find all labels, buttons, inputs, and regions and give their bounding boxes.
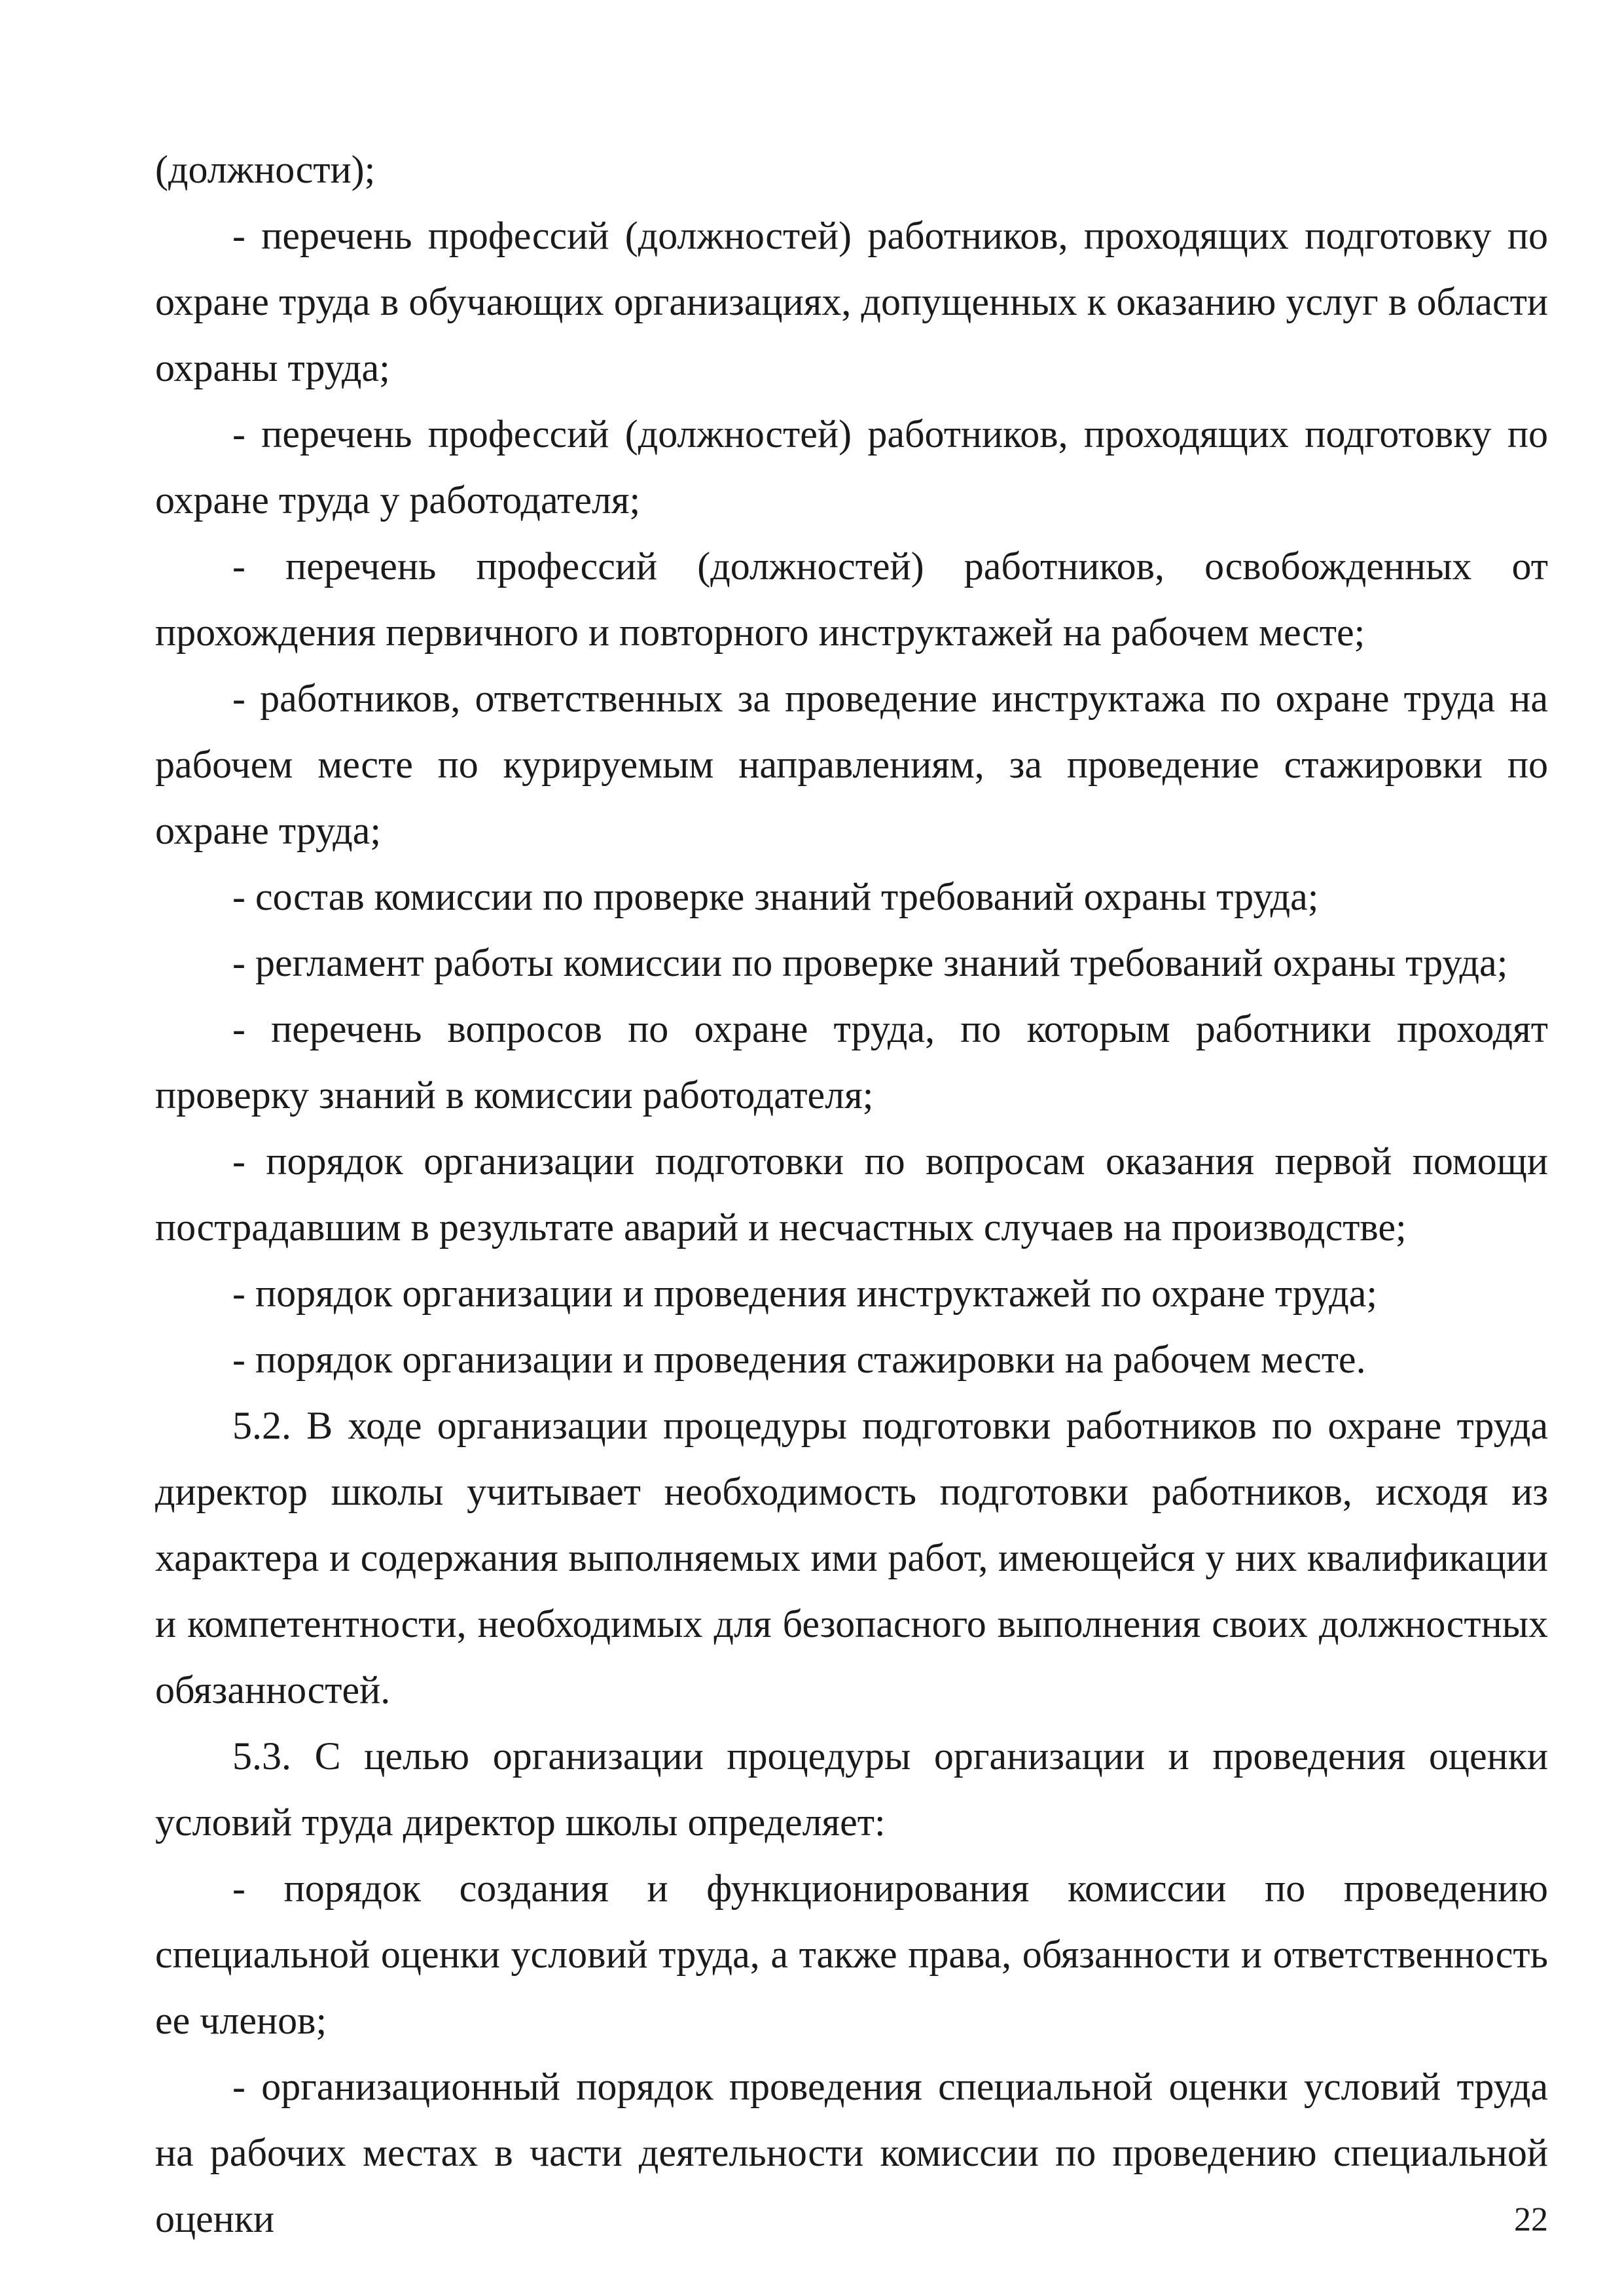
list-item: - работников, ответственных за проведение инструктажа по охране труда на рабочем месте по курируемым направлениям, за проведение стажировки по охране труда;	[155, 677, 1548, 852]
list-item: - порядок организации подготовки по вопросам оказания первой помощи пострадавшим в результате аварий и несчастных случаев на производстве;	[155, 1139, 1548, 1249]
list-item: - порядок организации и проведения стажировки на рабочем месте.	[232, 1338, 1366, 1381]
list-item: - состав комиссии по проверке знаний требований охраны труда;	[232, 875, 1319, 918]
list-item: - перечень профессий (должностей) работников, проходящих подготовку по охране труда у работодателя;	[155, 412, 1548, 522]
list-item: - перечень профессий (должностей) работников, освобожденных от прохождения первичного и повторного инструктажей на рабочем месте;	[155, 545, 1548, 654]
list-item: - порядок организации и проведения инструктажей по охране труда;	[232, 1272, 1378, 1315]
list-item: - перечень профессий (должностей) работников, проходящих подготовку по охране труда в обучающих организациях, допущенных к оказанию услуг в области охраны труда;	[155, 214, 1548, 389]
list-item: - порядок создания и функционирования комиссии по проведению специальной оценки условий труда, а также права, обязанности и ответственность ее членов;	[155, 1867, 1548, 2042]
list-item: - перечень вопросов по охране труда, по которым работники проходят проверку знаний в комиссии работодателя;	[155, 1007, 1548, 1117]
section-5-3-paragraph: 5.3. С целью организации процедуры организации и проведения оценки условий труда директор школы определяет:	[155, 1734, 1548, 1844]
list-item: - организационный порядок проведения специальной оценки условий труда на рабочих местах в части деятельности комиссии по проведению специальной оценки	[155, 2065, 1548, 2240]
list-item: - регламент работы комиссии по проверке знаний требований охраны труда;	[232, 941, 1508, 984]
section-5-2-paragraph: 5.2. В ходе организации процедуры подготовки работников по охране труда директор школы учитывает необходимость подготовки работников, исходя из характера и содержания выполняемых ими работ, имеющейся у них квалификации и компетентности, необходимых для безопасного выполнения своих должностных обязанностей.	[155, 1404, 1548, 1712]
page-number: 22	[1514, 2201, 1548, 2238]
paragraph-continuation: (должности);	[155, 148, 376, 191]
body-text	[155, 137, 1548, 2252]
